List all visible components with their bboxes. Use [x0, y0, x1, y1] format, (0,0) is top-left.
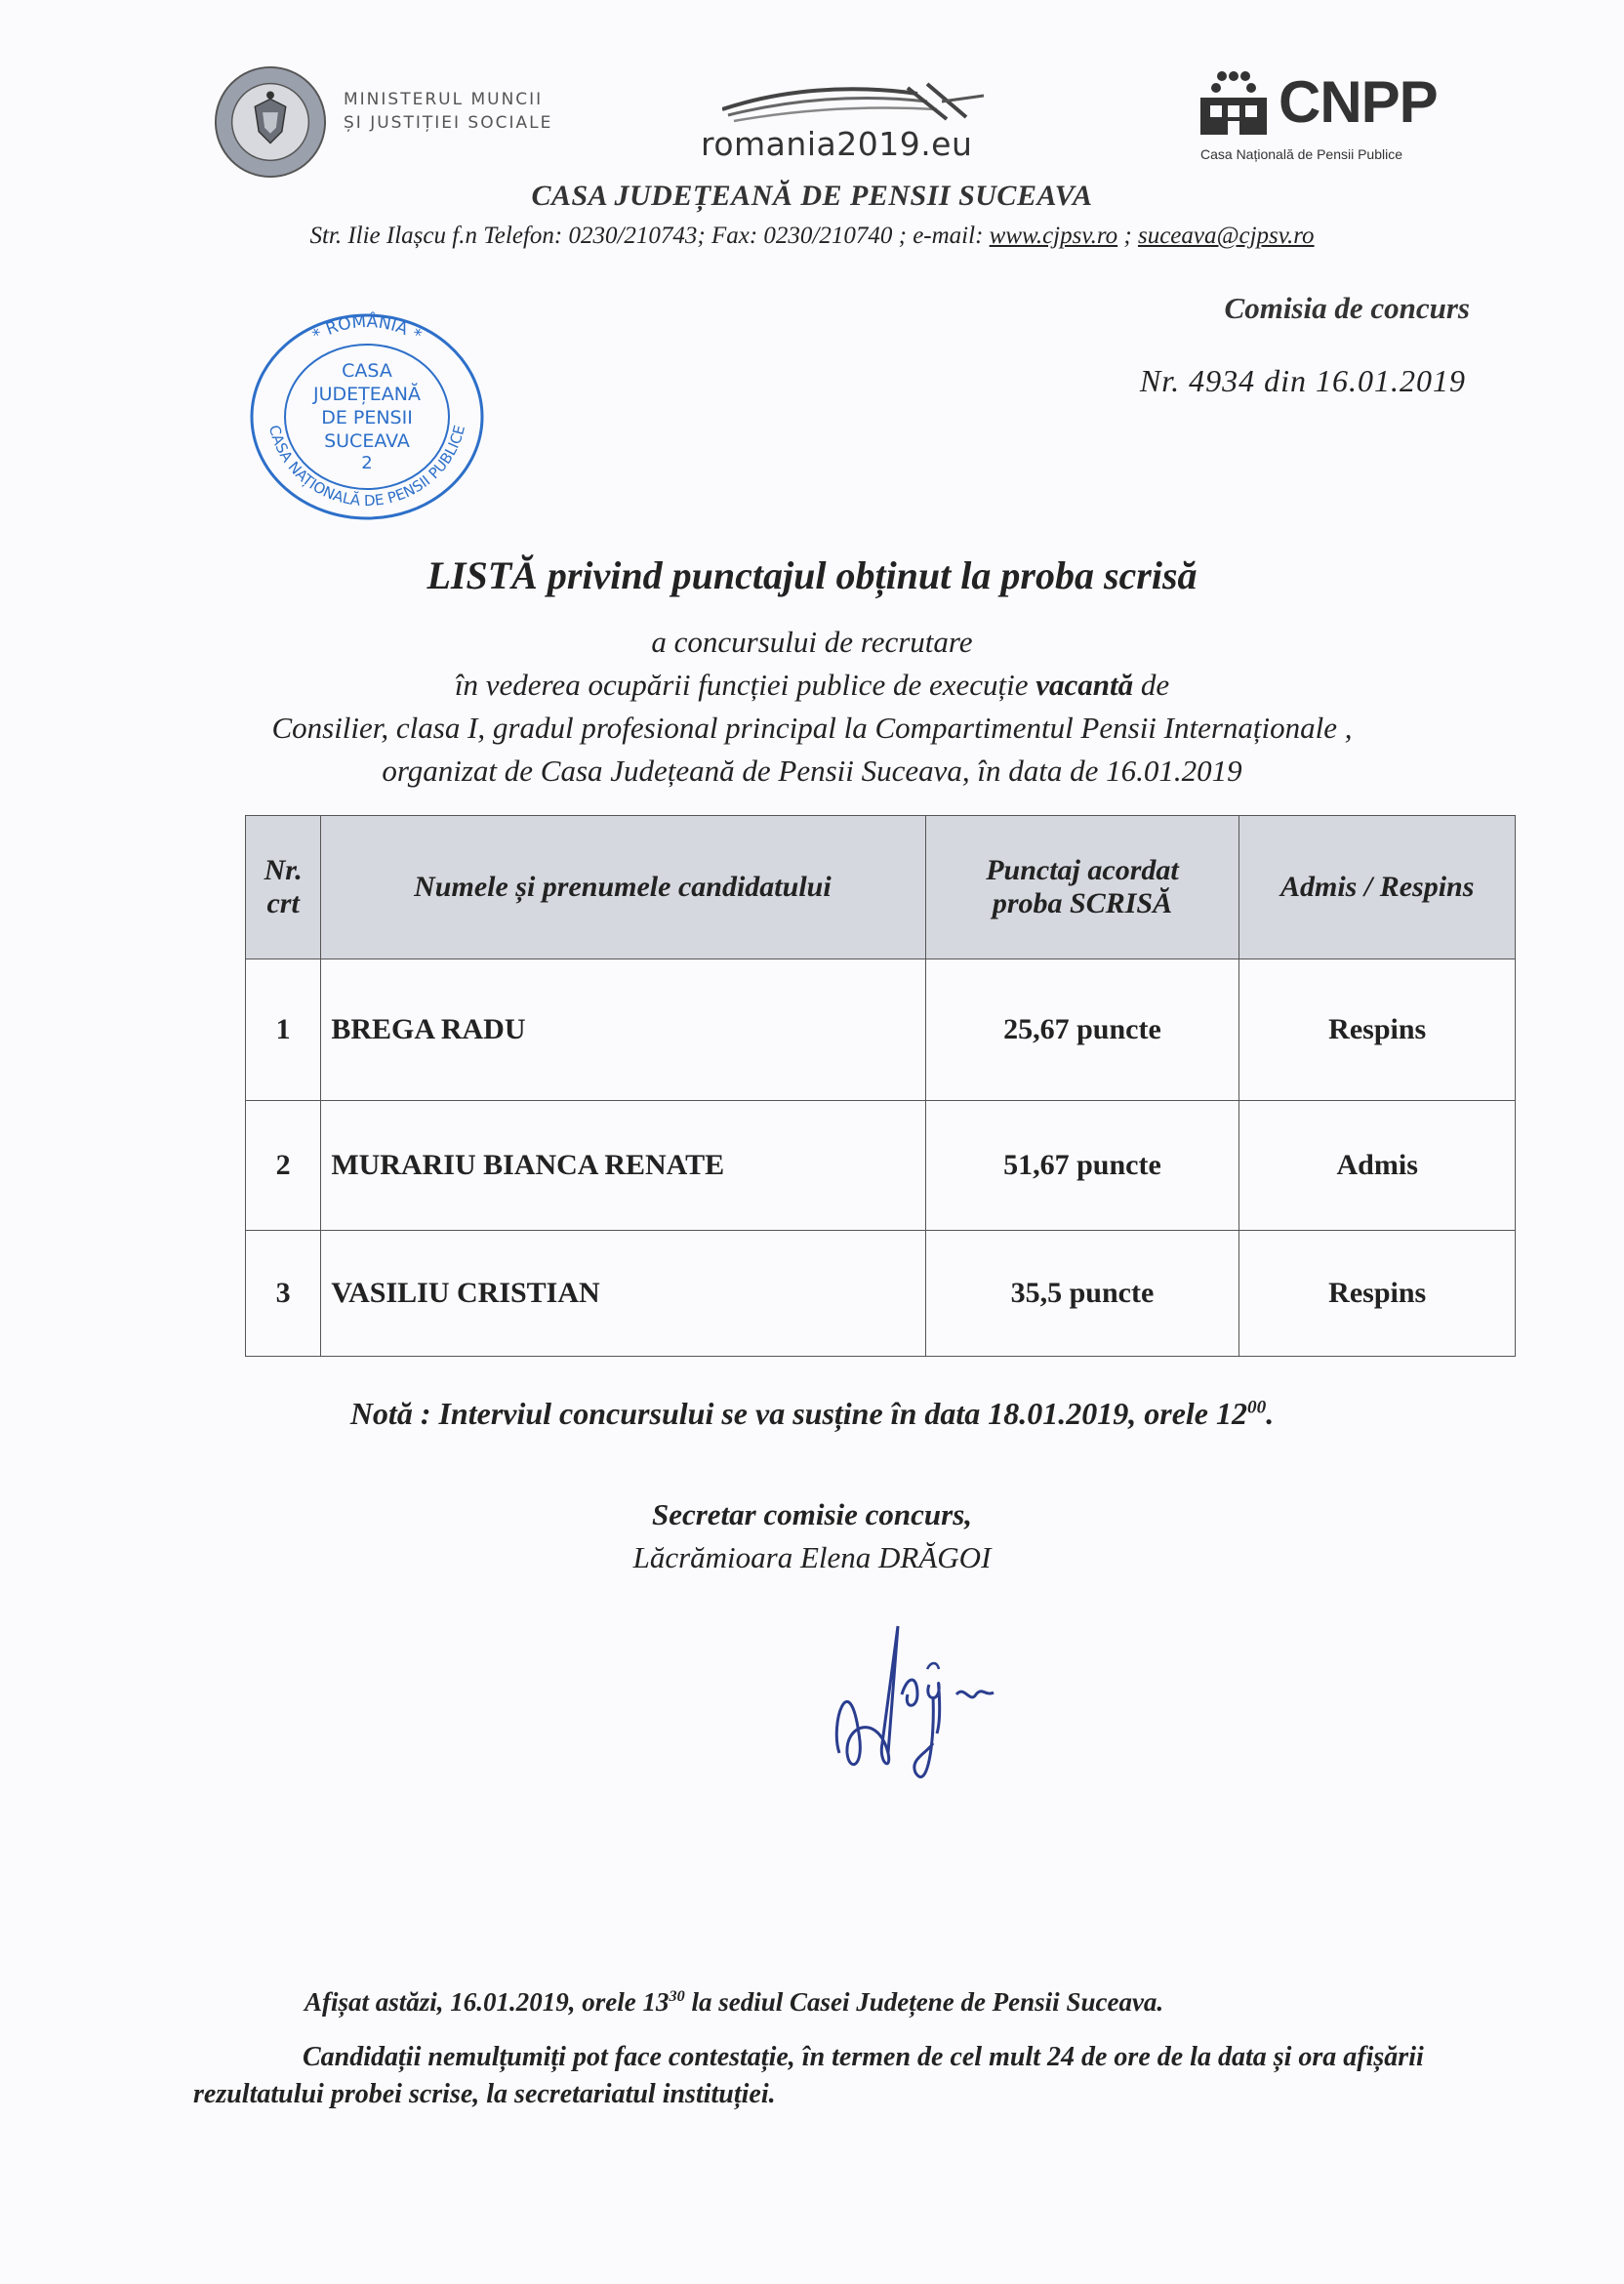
subtitle-vacant: vacantă [1035, 668, 1134, 702]
document-number: Nr. 4934 din 16.01.2019 [1139, 363, 1466, 398]
stamp-line-5: 2 [361, 453, 373, 473]
cell-status: Respins [1239, 959, 1516, 1101]
cell-name: VASILIU CRISTIAN [321, 1231, 925, 1357]
ministry-line-2: ȘI JUSTIȚIEI SOCIALE [344, 113, 553, 133]
header-name: Numele și prenumele candidatului [321, 816, 925, 959]
cnpp-logo-icon [1198, 70, 1269, 137]
table-header-row [246, 816, 1516, 959]
header-nr-line-2: crt [266, 887, 300, 919]
stamp-ring-bottom: CASA NAȚIONALĂ DE PENSII PUBLICE [264, 423, 469, 510]
cell-nr: 2 [246, 1101, 321, 1231]
subtitle-line-2a: în vederea ocupării funcției publice de execuție [454, 668, 1036, 702]
subtitle-line-2 [0, 668, 1624, 703]
stamp-ring-top: * ROMÂNIA * [308, 311, 426, 347]
posted-superscript: 30 [669, 1987, 685, 2005]
cell-score: 35,5 puncte [925, 1231, 1239, 1357]
stamp-line-1: CASA [342, 360, 392, 382]
stamp-line-2: JUDEȚEANĂ [313, 384, 421, 405]
cell-status: Respins [1239, 1231, 1516, 1357]
romania2019-wave-icon [722, 80, 984, 127]
cnpp-logo-text: CNPP [1279, 69, 1438, 135]
posted-text-b: la sediul Casei Județene de Pensii Suceava. [684, 1987, 1164, 2017]
organization-name: CASA JUDEȚEANĂ DE PENSII SUCEAVA [531, 180, 1093, 212]
contact-separator: ; [1117, 223, 1138, 249]
svg-text:* ROMÂNIA * [309, 310, 425, 346]
ministry-line-1: MINISTERUL MUNCII [344, 90, 544, 109]
header-nr [246, 816, 321, 959]
subtitle-line-2c: de [1133, 668, 1170, 702]
header-score-line-2: proba SCRISĂ [992, 887, 1173, 919]
stamp-line-4: SUCEAVA [324, 430, 410, 452]
cell-nr: 3 [246, 1231, 321, 1357]
secretary-name: Lăcrămioara Elena DRĂGOI [632, 1540, 992, 1574]
table-row [246, 959, 1516, 1101]
contact-prefix: Str. Ilie Ilașcu f.n Telefon: 0230/210743; Fax: 0230/210740 ; e-mail: [309, 223, 990, 249]
posted-text-a: Afișat astăzi, 16.01.2019, orele 13 [304, 1987, 670, 2017]
government-seal-logo [213, 64, 328, 180]
contest-notice-line-2: rezultatului probei scrise, la secretariatul instituției. [193, 2079, 776, 2109]
cell-name: MURARIU BIANCA RENATE [321, 1101, 925, 1231]
official-stamp [246, 310, 488, 523]
header-score-line-1: Punctaj acordat [986, 854, 1179, 886]
cell-score: 51,67 puncte [925, 1101, 1239, 1231]
header-score [925, 816, 1239, 959]
cell-name: BREGA RADU [321, 959, 925, 1101]
email-link[interactable]: suceava@cjpsv.ro [1137, 223, 1315, 249]
note-end: . [1266, 1396, 1275, 1431]
handwritten-signature [820, 1607, 1054, 1802]
website-link[interactable]: www.cjpsv.ro [989, 223, 1118, 249]
table-row [246, 1231, 1516, 1357]
cnpp-subtitle: Casa Națională de Pensii Publice [1200, 146, 1403, 162]
subtitle-line-3: Consilier, clasa I, gradul profesional principal la Compartimentul Pensii Internaționale , [271, 711, 1353, 745]
cell-score: 25,67 puncte [925, 959, 1239, 1101]
table-row [246, 1101, 1516, 1231]
subtitle-line-4: organizat de Casa Județeană de Pensii Suceava, în data de 16.01.2019 [382, 754, 1242, 788]
document-title: LISTĂ privind punctajul obținut la proba scrisă [426, 553, 1198, 597]
header-status: Admis / Respins [1239, 816, 1516, 959]
contest-notice-line-1: Candidații nemulțumiți pot face contestație, în termen de cel mult 24 de ore de la data și ora afișării [303, 2042, 1424, 2072]
stamp-line-3: DE PENSII [321, 407, 413, 428]
posted-notice [304, 1987, 1163, 2018]
ministry-name [344, 88, 552, 135]
cell-status: Admis [1239, 1101, 1516, 1231]
note-text: Notă : Interviul concursului se va susține în data 18.01.2019, orele 12 [349, 1396, 1247, 1431]
organization-contact [0, 223, 1624, 250]
interview-note [0, 1396, 1624, 1432]
subtitle-line-1: a concursului de recrutare [651, 625, 973, 659]
cell-nr: 1 [246, 959, 321, 1101]
secretary-title: Secretar comisie concurs, [651, 1497, 973, 1531]
results-table [245, 815, 1516, 1357]
note-superscript: 00 [1247, 1397, 1267, 1418]
romania2019-logo-text: romania2019.eu [701, 125, 973, 163]
committee-label: Comisia de concurs [1224, 291, 1470, 325]
header-nr-line-1: Nr. [264, 854, 303, 886]
